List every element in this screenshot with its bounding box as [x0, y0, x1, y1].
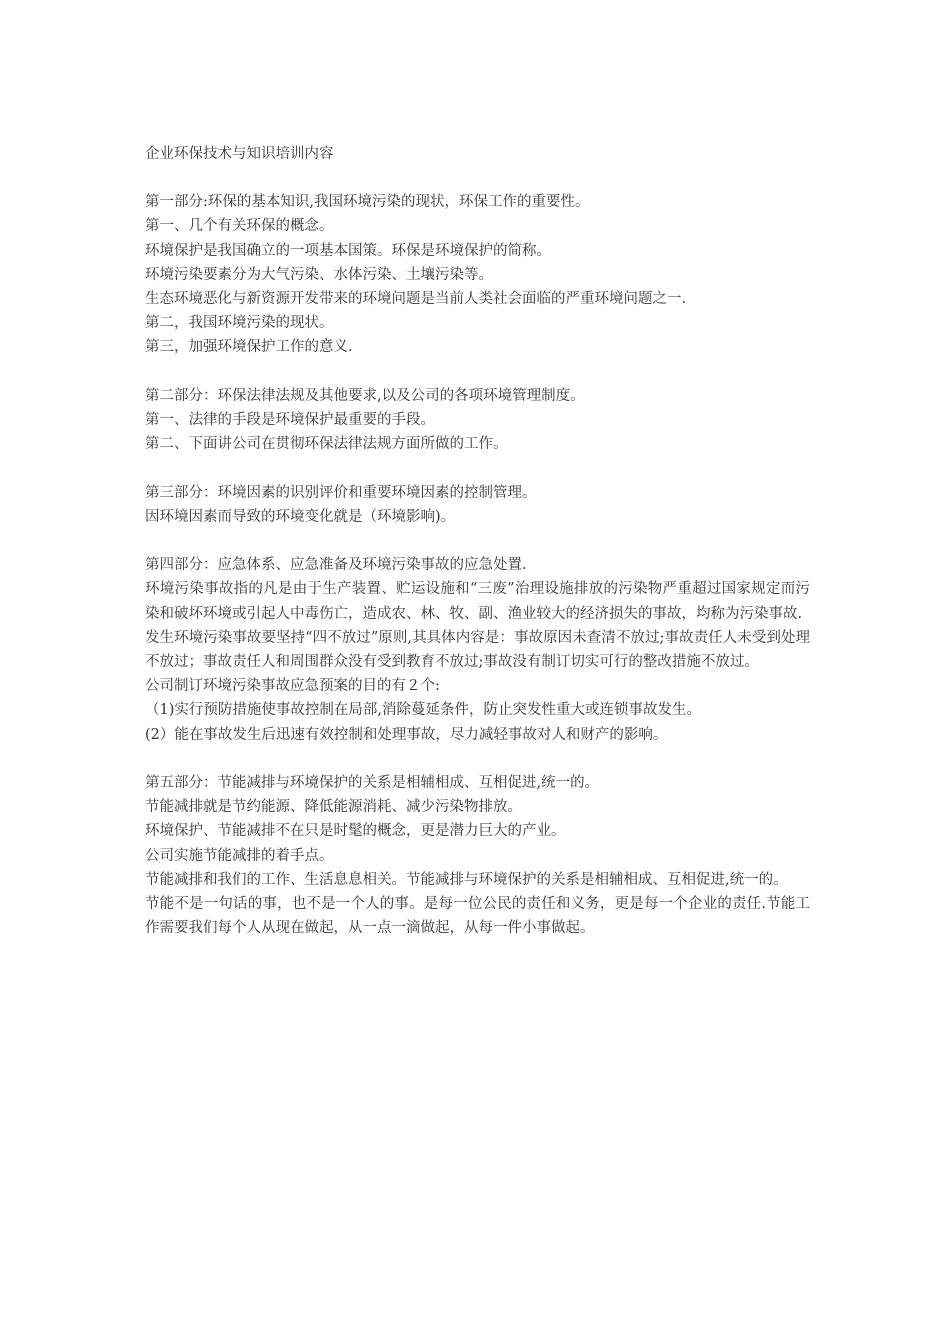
- paragraph: 环境污染要素分为大气污染、水体污染、土壤污染等。: [145, 266, 493, 283]
- section-heading: 第一部分:环保的基本知识,我国环境污染的现状，环保工作的重要性。: [145, 194, 590, 211]
- paragraph: 生态环境恶化与新资源开发带来的环境问题是当前人类社会面临的严重环境问题之一.: [145, 291, 687, 308]
- list-item: (2）能在事故发生后迅速有效控制和处理事故，尽力减轻事故对人和财产的影响。: [145, 726, 668, 743]
- section-heading: 第三部分：环境因素的识别评价和重要环境因素的控制管理。: [145, 484, 537, 501]
- section-spacer: [145, 360, 810, 384]
- section-2: [145, 384, 810, 457]
- paragraph: 公司制订环境污染事故应急预案的目的有２个:: [145, 678, 440, 695]
- paragraph: 公司实施节能减排的着手点。: [145, 847, 334, 864]
- section-3: [145, 481, 810, 529]
- section-spacer: [145, 747, 810, 771]
- document-title: 企业环保技术与知识培训内容: [145, 146, 334, 162]
- paragraph: 第三，加强环境保护工作的意义.: [145, 339, 353, 356]
- paragraph: 节能减排和我们的工作、生活息息相关。节能减排与环境保护的关系是相辅相成、互相促进,统一的。: [145, 871, 788, 888]
- section-heading: 第四部分：应急体系、应急准备及环境污染事故的应急处置.: [145, 557, 527, 574]
- paragraph: 环境保护、节能减排不在只是时髦的概念，更是潜力巨大的产业。: [145, 823, 566, 840]
- paragraph: 第一、几个有关环保的概念。: [145, 218, 334, 235]
- paragraph: 环境污染事故指的凡是由于生产装置、贮运设施和“三废”治理设施排放的污染物严重超过国家规定而污染和破坏环境或引起人中毒伤亡，造成农、林、牧、副、渔业较大的经济损失的事故，均称为污染事故.: [145, 581, 810, 622]
- section-4: [145, 553, 810, 747]
- section-heading: 第五部分：节能减排与环境保护的关系是相辅相成、互相促进,统一的。: [145, 775, 600, 792]
- section-heading: 第二部分：环保法律法规及其他要求,以及公司的各项环境管理制度。: [145, 387, 585, 404]
- paragraph: 节能减排就是节约能源、降低能源消耗、减少污染物排放。: [145, 799, 522, 816]
- document-page: [145, 142, 810, 940]
- paragraph: 因环境因素而导致的环境变化就是（环境影响)。: [145, 508, 456, 525]
- section-5: [145, 771, 810, 940]
- list-item: （1)实行预防措施使事故控制在局部,消除蔓延条件，防止突发性重大或连锁事故发生。: [145, 702, 701, 719]
- paragraph: 第二、下面讲公司在贯彻环保法律法规方面所做的工作。: [145, 436, 508, 453]
- section-spacer: [145, 456, 810, 480]
- section-1: [145, 190, 810, 359]
- paragraph: 环境保护是我国确立的一项基本国策。环保是环境保护的简称。: [145, 242, 551, 259]
- paragraph: 发生环境污染事故要坚持“四不放过”原则,其具体内容是：事故原因未查清不放过;事故责任人未受到处理不放过；事故责任人和周围群众没有受到教育不放过;事故没有制订切实可行的整改措施不放过。: [145, 629, 810, 671]
- paragraph: 第一、法律的手段是环境保护最重要的手段。: [145, 412, 435, 429]
- paragraph: 节能不是一句话的事，也不是一个人的事。是每一位公民的责任和义务，更是每一个企业的责任.节能工作需要我们每个人从现在做起，从一点一滴做起，从每一件小事做起。: [145, 896, 810, 937]
- section-spacer: [145, 529, 810, 553]
- paragraph: 第二，我国环境污染的现状。: [145, 315, 334, 332]
